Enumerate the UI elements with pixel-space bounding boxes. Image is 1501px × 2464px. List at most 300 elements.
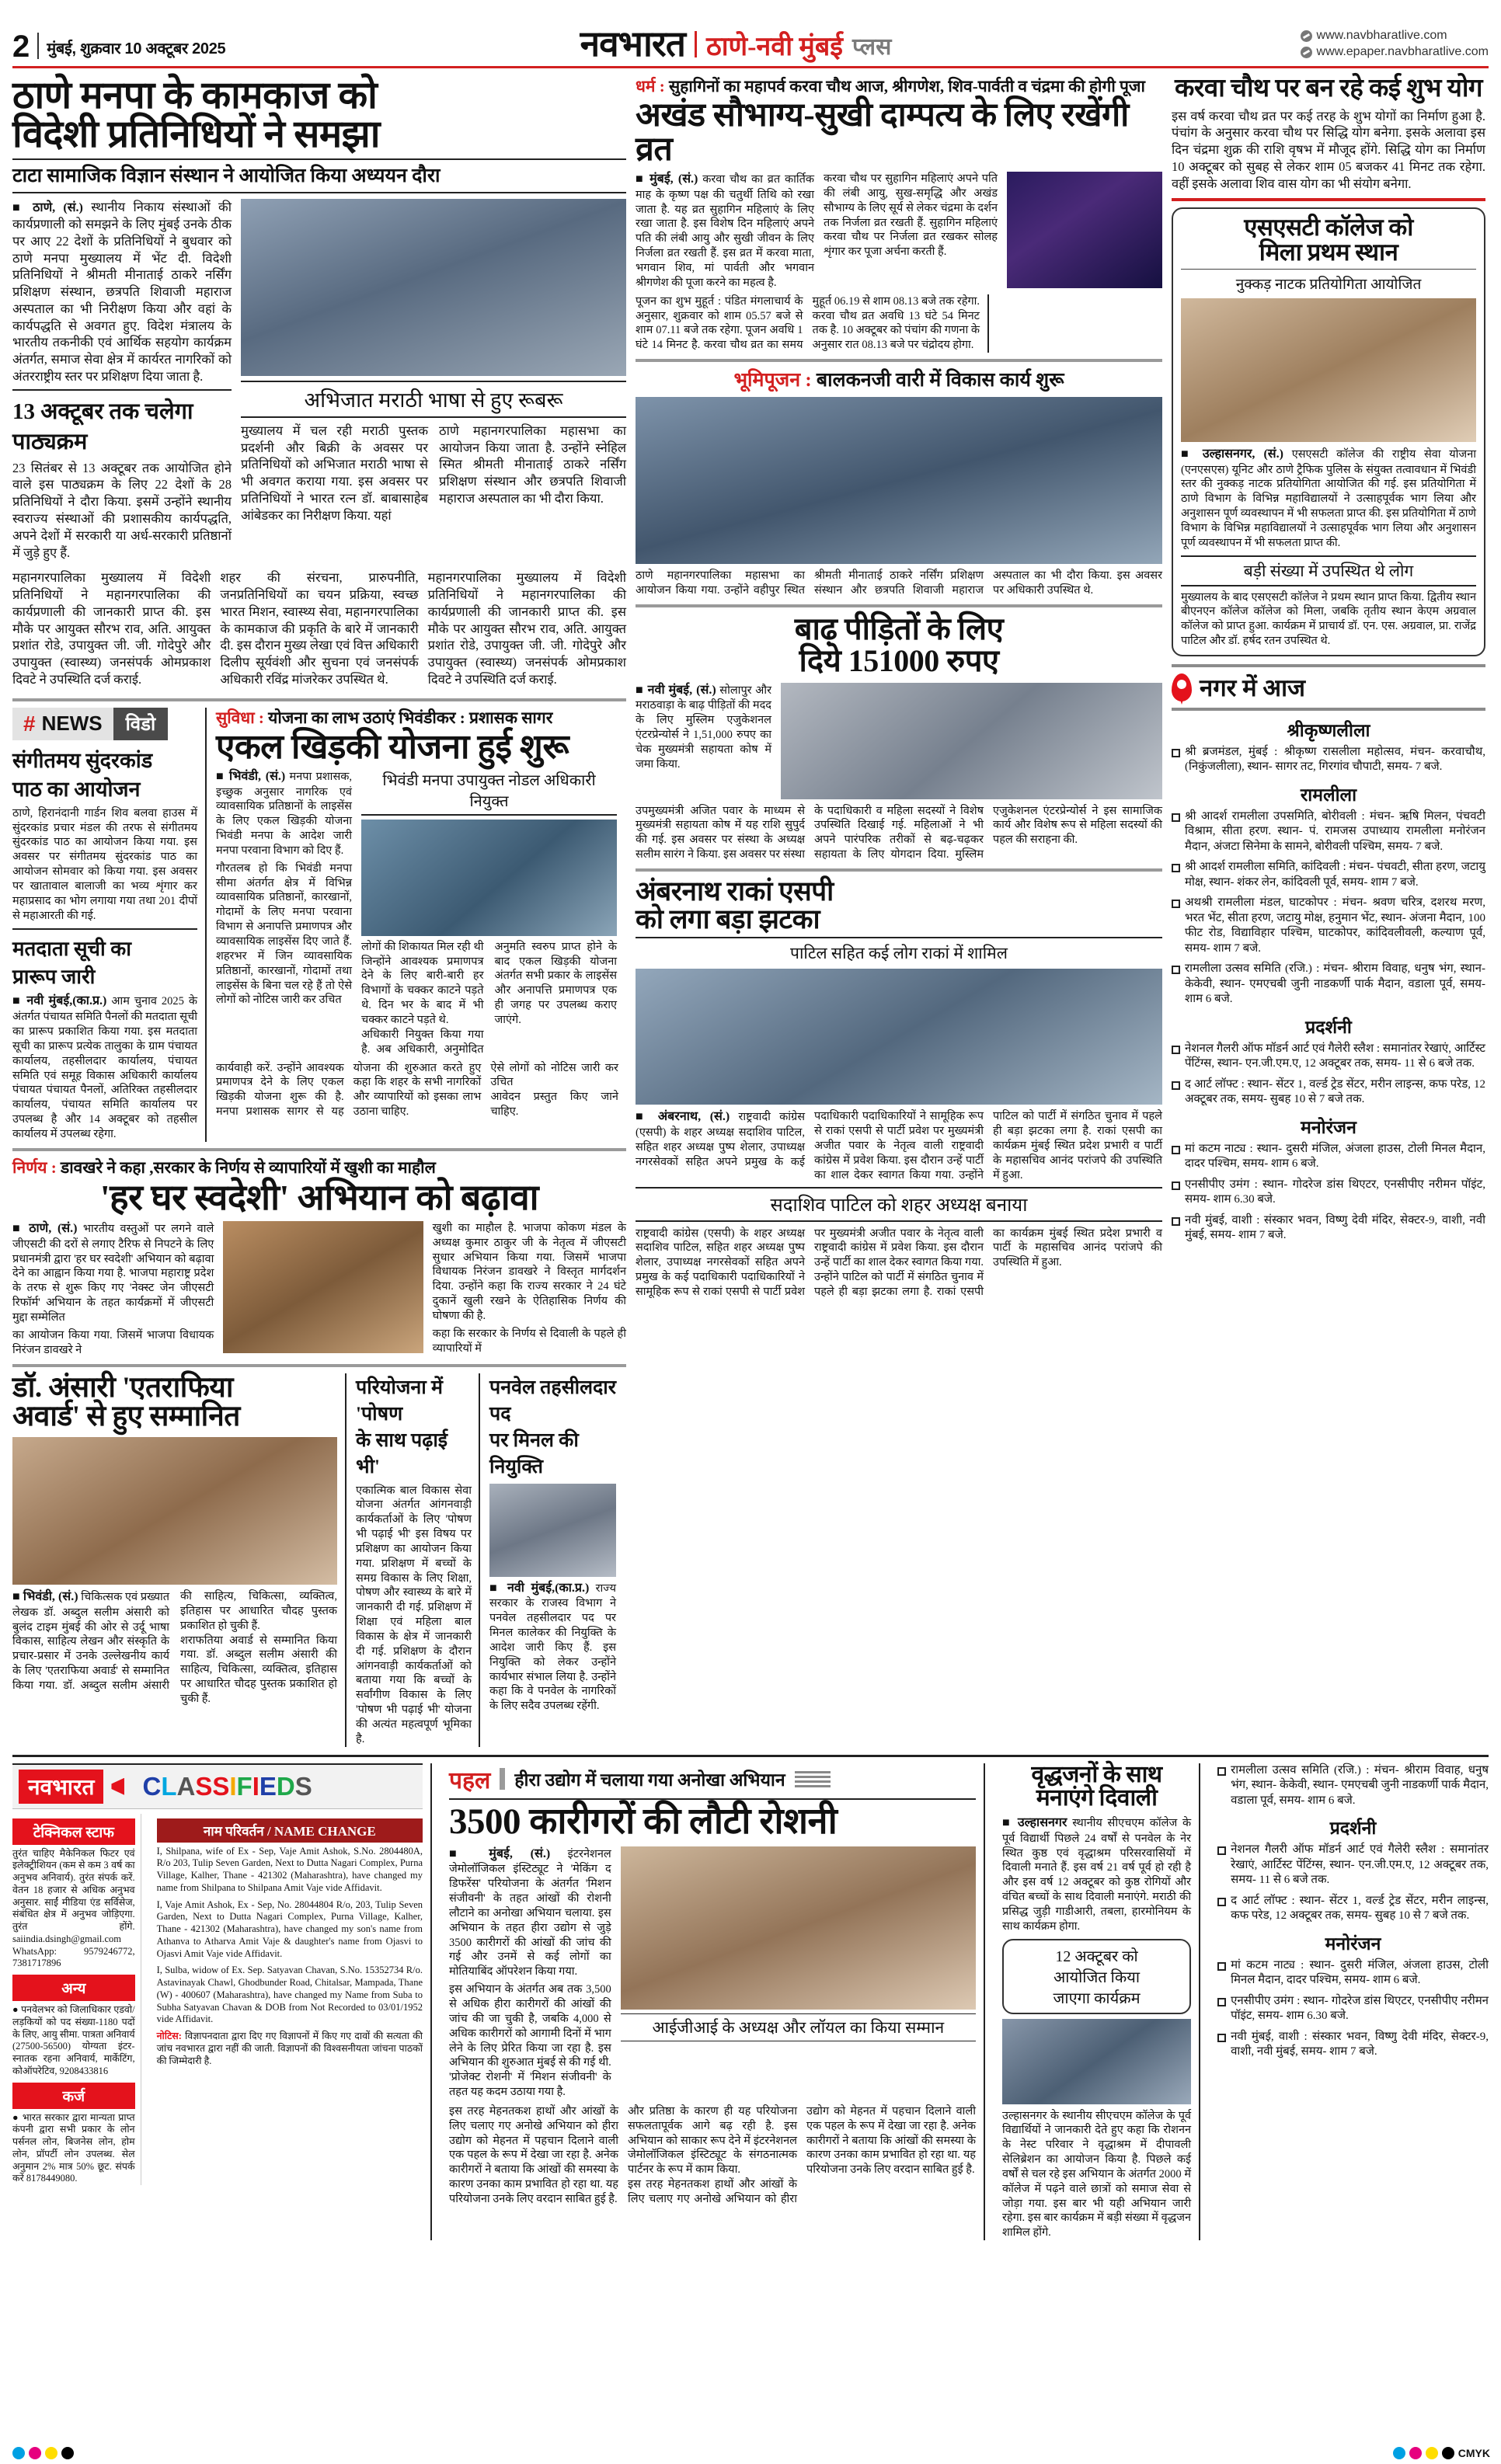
article-poshan — [356, 1373, 480, 1747]
baadh-photo — [781, 683, 1162, 799]
list-item-text: अथश्री रामलीला मंडल, घाटकोपर : मंचन- श्रवण चरित्र, दशरथ मरण, भरत भेंट, सीता हरण, जटायु मोक्ष, हनुमान भेंट, स्थान- अंजना मैदान, 100 फीट रोड, विद्याविहार पश्चिम, घाटकोपर, कांदिवलीवली, कल्याण पूर्व, समय- शाम 7 बजे. — [1185, 896, 1485, 955]
classifieds-notice-tag: नोटिस: — [156, 2031, 182, 2042]
nirnay-photo — [223, 1221, 423, 1353]
list-item-text: रामलीला उत्सव समिति (रजि.) : मंचन- श्रीराम विवाह, धनुष भंग, स्थान- केकेवी, स्थान- एमएचबी जुनी नाडकर्णी पार्क मैदान, वडाला पूर्व, समय- शाम 6 बजे. — [1185, 962, 1485, 1006]
page-number: 2 — [12, 30, 30, 64]
list-item — [1172, 860, 1485, 890]
section-divider — [636, 604, 1162, 607]
edition-suffix: प्लस — [851, 34, 892, 60]
nirnay-body2: का आयोजन किया गया. जिसमें भाजपा विधायक निरंजन डावखरे ने — [12, 1328, 214, 1356]
pehal-kicker: हीरा उद्योग में चलाया गया अनोखा अभियान — [514, 1770, 785, 1791]
color-dot-magenta — [1409, 2447, 1422, 2459]
pehal-body2: इस अभियान के अंतर्गत अब तक 3,500 से अधिक हीरा कारीगरों की आंखों की जांच की जा चुकी है, जबकि 4,000 से अधिक कारीगरों को आगामी दिनों में भाग लेने के लिए प्रेरित किया जा रहा है. इस अभियान की शुरुआत मुंबई से की गई थी. 'प्रोजेक्ट रोशनी' में 'मिशन संजीवनी' के तहत यह कदम उठाया गया है. — [449, 1983, 611, 2099]
classifieds-columns — [12, 1814, 423, 2186]
baadh-photo-block — [781, 683, 1162, 799]
dharm-col1 — [636, 172, 814, 291]
list-item-text: श्री ब्रजमंडल, मुंबई : श्रीकृष्ण रासलीला महोत्सव, मंचन- करवाचौथ, (निकुंजलीला), स्थान- सागर तट, गिरगांव चौपाटी, समय- 7 बजे. — [1185, 745, 1485, 774]
article-nirnay — [12, 1157, 626, 1358]
baadh-row — [636, 683, 1162, 799]
bottom-strip — [12, 1755, 1489, 2240]
lead-body5: ठाणे महानगरपालिका महासभा का आयोजन किया जाता है. उन्होंने स्नेहिल स्मित श्रीमती मीनाताई ठाकरे नर्सिंग प्रशिक्षण संस्थान और छत्रपति शिवाजी महाराज अस्पताल का भी दौरा किया. — [439, 423, 626, 506]
nagar-overflow — [1210, 1763, 1489, 2240]
vriddh-body1-text: स्थानीय सीएचएम कॉलेज के पूर्व विद्यार्थी पिछले 24 वर्षों से पनवेल के नेर स्थित कुष्ठ एवं वृद्धाश्रम परिसरवासियों में दिवाली मनाते हैं. इस वर्ष 21 वर्ष पूर्व हो रही है और इस वर्ष 12 अक्टूबर को कुष्ठ रोगियों और वंचित बच्चों के साथ दिवाली मनाएंगे. मराठी की प्रसिद्ध जुड़ी गाडीआरी, तबला, हारमोनियम के साथ कार्यक्रम होगा. — [1002, 1816, 1192, 1933]
pehal-body3: इस तरह मेहनतकश हाथों और आंखों के लिए चलाए गए अनोखे अभियान को हीरा उद्योग को मेहनत में पहचान दिलाने वाली एक पहल के रूप में देखा जा रहा है. अनेक कारीगरों ने बताया कि आंखों की समस्या के कारण उनका काम प्रभावित हो रहा था. यह परियोजना उनके लिए वरदान साबित हुई है. — [449, 2104, 618, 2205]
nagar-section — [1172, 717, 1485, 775]
vriddh-body1 — [1002, 1815, 1191, 1934]
square-bullet-icon — [1172, 1217, 1180, 1226]
baadh-col1 — [636, 683, 771, 799]
vriddh-headline-l1: वृद्धजनों के साथ — [1031, 1761, 1162, 1787]
baadh-body2: उपमुख्यमंत्री अजित पवार के माध्यम से मुख्यमंत्री सहायता कोष में यह राशि सुपुर्द की गई. इस अवसर पर संस्था के अध्यक्ष सलीम सारंग ने किया. इस अवसर पर संस्था के पदाधिकारी व महिला सदस्यों ने विशेष उपस्थिति दिखाई गई. महिलाओं ने भी अपने पारंपरिक तरीकों से बढ़-चढ़कर सहायता के लिए योगदान दिया. मुस्लिम एजुकेशनल एंटरप्रेन्योर्स ने इस सामाजिक कार्य और विशेष रूप से महिला सदस्यों की पहल की सराहना की. — [636, 804, 1162, 861]
dharm-body1-text: करवा चौथ का व्रत कार्तिक माह के कृष्ण पक्ष की चतुर्थी तिथि को रखा जाता है. यह व्रत सुहागिन महिलाएं के लिए रखा जाता है. इस विशेष दिन महिलाएं अपने पति की लंबी आयु और सुखी जीवन के लिए निर्जला व्रत रखती हैं. इस व्रत में करवा माता, भगवान शिव, मां पार्वती और भगवान श्रीगणेश की पूजा करने का महत्व है. — [636, 172, 815, 289]
suvidha-body3: लोगों की शिकायत मिल रही थी जिन्होंने आवश्यक प्रमाणपत्र देने के लिए बारी-बारी हर विभागों के चक्कर काटने पड़ते थे. दिन भर के बाद में भी चक्कर काटने पड़ते थे. — [361, 940, 484, 1026]
matdata-body-text: आम चुनाव 2025 के अंतर्गत पंचायत समिति पैनलों की मतदाता सूची का प्रारूप प्रकाशित किया गया. इस मतदाता सूची का प्रारूप प्रत्येक तालुका के ग्राम पंचायत कार्यालय, तहसीलदार कार्यालय, पंचायत समिति एवं समूह विकास अधिकारी कार्यालय पंचायत पंचायत पैनलों, अतिरिक्त तहसीलदार कार्यालय, पंचायत समिति कार्यालय पर उपलब्ध है और 14 अक्टूबर को तहसील कार्यालय में उपलब्ध रहेगा. — [12, 995, 197, 1140]
article-ansari — [12, 1373, 347, 1747]
baadh-headline-l2: दिये 151000 रुपए — [799, 642, 999, 678]
ansari-row — [12, 1373, 626, 1747]
news-video-headline-l1: संगीतमय सुंदरकांड — [12, 748, 153, 772]
sst-sub-body: मुख्यालय के बाद एसएसटी कॉलेज ने प्रथम स्थान प्राप्त किया. द्वितीय स्थान बीएनएन कॉलेज कॉलेज को मिला, जबकि तृतीय स्थान केएम अग्रवाल कॉलेज को प्राप्त हुआ. कार्यक्रम में प्राचार्य डॉ. एन. एस. अग्रवाल, प्रा. राजेंद्र पाटिल और डॉ. हर्षद रतन उपस्थित थे. — [1181, 590, 1476, 648]
nirnay-headline-part1: 'हर घर स्वदेशी' — [99, 1178, 289, 1218]
nagar-section-heading: मनोरंजन — [1301, 1117, 1356, 1137]
list-item-text: नवी मुंबई, वाशी : संस्कार भवन, विष्णु देवी मंदिर, सेक्टर-9, वाशी, नवी मुंबई, समय- शाम 7 बजे. — [1185, 1213, 1485, 1242]
pehal-byline: ■ मुंबई, (सं.) — [449, 1846, 551, 1860]
pehal-body1 — [449, 1846, 611, 1980]
classifieds-cat-other: अन्य — [12, 1975, 135, 2001]
square-bullet-icon — [1172, 813, 1180, 822]
list-item — [1217, 1894, 1489, 1924]
vriddh-sub-l1: 12 अक्टूबर को — [1055, 1947, 1138, 1965]
poshan-body: एकात्मिक बाल विकास सेवा योजना अंतर्गत आंगनवाड़ी कार्यकर्ताओं के लिए 'पोषण भी पढ़ाई भी' इस विषय पर प्रशिक्षण का आयोजन किया गया. प्रशिक्षण में बच्चों के समग्र विकास के लिए शिक्षा, पोषण और स्वास्थ्य के बारे में जानकारी दी गई. प्रशिक्षण में शिक्षा एवं महिला बाल विकास के क्षेत्र में जानकारी दी गई. प्रशिक्षण के दौरान आंगनवाड़ी कार्यकर्ताओं को बताया गया कि बच्चों के सर्वांगीण विकास के लिए 'पोषण भी पढ़ाई भी' योजना की अत्यंत महत्वपूर्ण भूमिका है. — [356, 1484, 472, 1745]
nirnay-body3: खुशी का माहौल है. भाजपा कोकण मंडल के अध्यक्ष कुमार ठाकुर जी के नेतृत्व में जीएसटी सुधार अभियान किया गया. जिसमें भाजपा विधायक निरंजन डावखरे ने विस्तृत मार्गदर्शन दिया. उन्होंने कहा कि राज्य सरकार ने 24 घंटे दुकानें खुली रखने के ऐतिहासिक निर्णय की घोषणा की है. — [432, 1221, 626, 1323]
pehal-row — [449, 1846, 976, 2100]
nirnay-col3 — [433, 1221, 626, 1358]
divider — [241, 416, 626, 418]
square-bullet-icon — [1217, 1846, 1226, 1855]
matdata-byline: ■ नवी मुंबई,(का.प्र.) — [12, 994, 107, 1008]
cmyk-label: CMYK — [1457, 2447, 1490, 2459]
list-item-text: श्री आदर्श रामलीला उपसमिति, बोरीवली : मंचन- ऋषि मिलन, पंचवटी विश्राम, सीता हरण. स्थान- पं. रामजस उपाध्याय रामलीला मनोरंजन मैदान, अंजटा सिनेमा के सामने, बोरीवली पश्चिम, समय- 7 बजे. — [1185, 809, 1485, 853]
list-item-text: द आर्ट लॉफ्ट : स्थान- सेंटर 1, वर्ल्ड ट्रेड सेंटर, मरीन लाइन्स, कफ परेड, 12 अक्टूबर तक, समय- सुबह 10 से 7 बजे तक. — [1185, 1077, 1485, 1106]
dharm-col2 — [824, 172, 998, 291]
nirnay-kicker-text: डावखरे ने कहा ,सरकार के निर्णय से व्यापारियों में खुशी का माहौल — [60, 1157, 436, 1177]
suvidha-col2 — [361, 769, 617, 1057]
suvidha-body5: कार्यवाही करें. उन्होंने आवश्यक प्रमाणपत्र देने के लिए एकल खिड़की योजना शुरू की है. मनपा प्रशासक सागर से यह योजना की शुरुआत करते हुए कहा कि शहर के सभी नागरिकों और व्यापारियों को इसका लाभ उठाना चाहिए. — [216, 1061, 482, 1119]
lead-body4: महानगरपालिका मुख्यालय में विदेशी प्रतिनिधियों ने महानगरपालिका की कार्यप्रणाली की जानकारी प्राप्त की. इस मौके पर आयुक्त सौरभ राव, अति. आयुक्त प्रशांत रोडे, उपायुक्त जी. जी. गोदेपुरे और उपायुक्त (स्वास्थ्य) जनसंपर्क ओमप्रकाश दिवटे ने उपस्थिति दर्ज कराई. — [12, 570, 211, 687]
lead-deck: टाटा सामाजिक विज्ञान संस्थान ने आयोजित किया अध्ययन दौरा — [12, 165, 441, 186]
classifieds-notice-text: विज्ञापनदाता द्वारा दिए गए विज्ञापनों में किए गए दावों की सत्यता की जांच नवभारत द्वारा नहीं की जाती. विज्ञापनों की विश्वसनीयता जांचना पाठकों की जिम्मेदारी है. — [156, 2031, 423, 2066]
article-lead — [12, 76, 626, 692]
pehal-tag: पहल — [449, 1767, 491, 1794]
list-item — [1172, 1213, 1485, 1244]
nirnay-headline — [12, 1180, 626, 1216]
list-item — [1217, 1994, 1489, 2024]
list-item — [1217, 1763, 1489, 1809]
baadh-headline-l1: बाढ़ पीड़ितों के लिए — [794, 611, 1004, 646]
nirnay-body4: कहा कि सरकार के निर्णय से दिवाली के पहले ही व्यापारियों में — [432, 1327, 626, 1355]
lead-photo — [241, 199, 626, 376]
suvidha-deck: भिवंडी मनपा उपायुक्त नोडल अधिकारी नियुक्त — [361, 769, 617, 816]
ansari-cols — [12, 1589, 337, 1707]
bhoomipujan-kicker-text: बालकनजी वारी में विकास कार्य शुरू — [816, 370, 1064, 392]
color-dot-cyan — [1393, 2447, 1405, 2459]
suvidha-body1-text: मनपा प्रशासक, इच्छुक अनुसार नागरिक एवं व्यावसायिक प्रतिष्ठानों के लाइसेंस के लिए एकल खिड़की योजना भिवंडी मनपा के आदेश जारी मनपा परवाना विभाग को दिए हैं. — [216, 770, 353, 857]
list-item-text: नेशनल गैलरी ऑफ मॉडर्न आर्ट एवं गैलेरी स्लैश : समानांतर रेखाएं, आर्टिस्ट पेंटिंग्स, स्थान- एन.जी.एम.ए, 12 अक्टूबर तक, समय- 11 से 6 बजे तक. — [1185, 1042, 1485, 1070]
nirnay-kicker — [12, 1157, 626, 1178]
lead-text-col1 — [12, 199, 232, 565]
masthead-left — [12, 30, 226, 64]
newspaper-logo: नवभारत — [580, 24, 685, 64]
color-dot-black — [1442, 2447, 1454, 2459]
lead-photo-caption: अभिजात मराठी भाषा से हुए रूबरू — [304, 388, 563, 412]
ambarnath-byline: ■ अंबरनाथ, (सं.) — [636, 1110, 730, 1124]
pehal-bottom-cols — [449, 2104, 976, 2207]
shubhyog-headline: करवा चौथ पर बन रहे कई शुभ योग — [1175, 75, 1482, 103]
sst-byline: ■ उल्हासनगर, (सं.) — [1181, 447, 1283, 461]
pehal-col1 — [449, 1846, 611, 2100]
classifieds-name-change-item: I, Vaje Amit Ashok, Ex - Sep, No. 28044804 R/o, 203, Tulip Seven Garden, Next to Dutta Nagari Complex, Purna Village, Kalher, Thane - 421302 (Maharashtra), have changed my son's name from Athanva to Atharva Amit Vaje & daughter's name from Ojasvi to Ojasvi Amit Vaje vide Affidavit. — [156, 1898, 423, 1959]
edition-name: ठाणे-नवी मुंबई — [705, 33, 843, 61]
classifieds-cat-name-change: नाम परिवर्तन / NAME CHANGE — [157, 1818, 423, 1843]
lead-body2: 23 सितंबर से 13 अक्टूबर तक आयोजित होने वाले इस पाठ्यक्रम के लिए 22 देशों के 28 प्रतिनिधियों ने दौरा किया. इसमें उन्होंने स्थानीय स्वराज्य संस्थाओं की प्रशासकीय कार्यपद्धति, अपने देशों में सरकारी या अर्ध-सरकारी प्रतिष्ठानों में जुड़े हुए हैं. — [12, 460, 232, 560]
list-item-text: श्री आदर्श रामलीला समिति, कांदिवली : मंचन- पंचवटी, सीता हरण, जटायु मोक्ष, स्थान- शंकर लेन, कांदिवली पूर्व, समय- शाम 7 बजे. — [1185, 861, 1485, 889]
nagar-section-heading: श्रीकृष्णलीला — [1287, 720, 1370, 740]
classifieds-logo: नवभारत — [19, 1770, 103, 1804]
sst-sub-headline: बड़ी संख्या में उपस्थित थे लोग — [1181, 555, 1476, 586]
video-badge-label: विडो — [113, 708, 169, 740]
nagar-section-heading: मनोरंजन — [1325, 1933, 1381, 1954]
baadh-body1 — [636, 683, 771, 772]
pehal-separator — [500, 1768, 505, 1790]
article-ambarnath — [636, 875, 1162, 1300]
news-badge-left — [12, 708, 113, 740]
ansari-extra: शराफतिया अवार्ड से सम्मानित किया गया. डॉ. अब्दुल सलीम अंसारी की साहित्य, चिकित्सा, व्यक्तित्व, इतिहास पर आधारित चौदह पुस्तक प्रकाशित हो चुकी हैं. — [180, 1634, 337, 1705]
article-shubh-yog — [1172, 76, 1485, 192]
classifieds-word: CLASSIFIEDS — [142, 1771, 312, 1801]
list-item — [1172, 1077, 1485, 1108]
epaper-link[interactable] — [1301, 45, 1489, 59]
suvidha-body-row — [216, 769, 618, 1057]
website-link[interactable] — [1301, 29, 1489, 43]
list-item — [1172, 745, 1485, 775]
ansari-headline-l2: अवार्ड' से हुए सम्मानित — [12, 1401, 240, 1433]
column-left — [12, 76, 626, 1747]
bhoomipujan-body: ठाणे महानगरपालिका महासभा का आयोजन किया गया. उन्होंने वहीपुर स्थित श्रीमती मीनाताई ठाकरे नर्सिंग प्रशिक्षण संस्थान और छत्रपति शिवाजी महाराज अस्पताल का भी दौरा किया. इस अवसर पर अधिकारी उपस्थित थे. — [636, 569, 1162, 597]
news-video-badge[interactable] — [12, 708, 197, 740]
nagar-section — [1172, 1014, 1485, 1108]
nagar-section-heading: प्रदर्शनी — [1329, 1818, 1377, 1839]
shubhyog-body: इस वर्ष करवा चौथ व्रत पर कई तरह के शुभ योगों का निर्माण हुआ है. पंचांग के अनुसार करवा चौथ पर सिद्धि योग बनेगा. इसके अलावा इस दिन चंद्रमा शुक्र की राशि वृषभ में मौजूद होंगे. सिद्धि योग का निर्माण 10 अक्टूबर को सुबह से लेकर शाम 05 बजकर 41 मिनट तक रहेगा. वहीं इसके अलावा शिव वास योग का भी संयोग बनेगा. — [1172, 108, 1485, 191]
nirnay-body1 — [12, 1221, 214, 1325]
masthead — [12, 11, 1489, 68]
nagar-me-aaj — [1172, 664, 1485, 1244]
square-bullet-icon — [1172, 900, 1180, 908]
panvel-byline: ■ नवी मुंबई,(का.प्र.) — [489, 1581, 590, 1595]
dateline: मुंबई, शुक्रवार 10 अक्टूबर 2025 — [47, 40, 226, 57]
news-suvidha-row — [12, 708, 626, 1142]
article-baadh — [636, 611, 1162, 862]
nagar-section-heading: प्रदर्शनी — [1305, 1017, 1352, 1037]
dharm-photo — [1007, 172, 1162, 288]
vriddh-headline-l2: मनाएंगे दिवाली — [1036, 1785, 1158, 1811]
dharm-kicker — [636, 76, 1162, 96]
article-suvidha — [216, 708, 618, 1142]
bhoomipujan-photo — [636, 397, 1162, 564]
classifieds-body-loan: ● भारत सरकार द्वारा मान्यता प्राप्त कंपनी द्वारा सभी प्रकार के लोन पर्सनल लोन, बिजनेस लोन, होम लोन, प्रॉपर्टी लोन उपलब्ध. सेल अनुमान 2% मात्र 50% छूट. संपर्क करें 8178449080. — [12, 2111, 135, 2184]
logo-separator — [695, 31, 697, 57]
hamburger-icon — [795, 1769, 831, 1790]
suvidha-col1 — [216, 769, 352, 1057]
panvel-photo — [489, 1484, 616, 1577]
nagar-me-aaj-header — [1172, 664, 1485, 711]
square-bullet-icon — [1217, 1898, 1226, 1906]
list-item-text: नेशनल गैलरी ऑफ मॉडर्न आर्ट एवं गैलेरी स्लैश : समानांतर रेखाएं, आर्टिस्ट पेंटिंग्स, स्थान- एन.जी.एम.ए, 12 अक्टूबर तक, समय- 11 से 6 बजे तक. — [1231, 1843, 1489, 1887]
dharm-body1 — [636, 172, 814, 291]
classifieds-col2 — [151, 1814, 423, 2186]
panvel-body-text: राज्य सरकार के राजस्व विभाग ने पनवेल तहसीलदार पद पर मिनल कालेकर की नियुक्ति के आदेश जारी किए हैं. इस नियुक्ति को लेकर उन्होंने कार्यभार संभाल लिया है. उन्होंने कहा कि वे पनवेल के नागरिकों के लिए सदैव उपलब्ध रहेंगी. — [489, 1582, 617, 1713]
square-bullet-icon — [1172, 1182, 1180, 1190]
square-bullet-icon — [1172, 966, 1180, 974]
vriddh-sub-l2: आयोजित किया — [1053, 1968, 1141, 1986]
lead-bottom-cols — [12, 569, 626, 691]
suvidha-body7: आवेदन प्रस्तुत किए जाने चाहिए. — [490, 1091, 618, 1119]
sst-headline-l1: एसएसटी कॉलेज को — [1244, 214, 1413, 242]
color-dot-yellow — [45, 2447, 57, 2459]
square-bullet-icon — [1172, 1046, 1180, 1054]
column-middle — [636, 76, 1162, 1747]
color-dot-magenta — [29, 2447, 41, 2459]
main-grid — [12, 76, 1489, 1747]
divider — [12, 928, 197, 930]
list-item — [1217, 1843, 1489, 1888]
vriddh-photo — [1002, 2019, 1191, 2104]
nirnay-headline-part2: अभियान को बढ़ावा — [297, 1178, 539, 1218]
list-item-text: रामलीला उत्सव समिति (रजि.) : मंचन- श्रीराम विवाह, धनुष भंग, स्थान- केकेवी, स्थान- एमएचबी जुनी नाडकर्णी पार्क मैदान, वडाला पूर्व, समय- शाम 6 बजे. — [1231, 1763, 1489, 1807]
list-item-text: एनसीपीए उमंग : स्थान- गोदरेज डांस थिएटर, एनसीपीए नरीमन पॉइंट, समय- शाम 6.30 बजे. — [1185, 1178, 1485, 1206]
pehal-body3b: इस तरह मेहनतकश हाथों और आंखों के लिए चलाए गए अनोखे अभियान को हीरा उद्योग को मेहनत में पहचान दिलाने वाली एक पहल के रूप में देखा जा रहा है. अनेक कारीगरों ने बताया कि आंखों की समस्या के कारण उनका काम प्रभावित हो रहा था. यह परियोजना उनके लिए वरदान साबित हुई है. — [628, 2104, 976, 2205]
suvidha-byline: ■ भिवंडी, (सं.) — [216, 769, 286, 783]
ambarnath-headline-l2: को लगा बड़ा झटका — [636, 903, 820, 934]
lead-body6: शहर की संरचना, प्रारुपनीति, जनप्रतिनिधियों का चयन प्रक्रिया, स्वच्छ भारत मिशन, स्वास्थ्य सेवा, महानगरपालिका के कामकाज की प्रकृति के बारे में जानकारी दी. इस दौरान मुख्य लेखा एवं वित्त अधिकारी दिलीप सूर्यवंशी और सुचना एवं जनसंपर्क अधिकारी रविंद्र मांजरेकर उपस्थित थे. — [220, 570, 419, 687]
square-bullet-icon — [1217, 1998, 1226, 2006]
pehal-body1-text: इंटरनेशनल जेमोलॉजिकल इंस्टिट्यूट ने 'मेकिंग द डिफरेंस' परियोजना के अंतर्गत 'मिशन संजीवनी' के तहत आंखों की रोशनी लौटाने का अनोखा अभियान चलाया. इस अभियान के तहत हीरा उद्योग से जुड़े 3500 कारीगरों की आंखों की जांच की गई और उनमें से कई लोगों का मोतियाबिंद ऑपरेशन किया गया. — [449, 1847, 611, 1979]
lead-photo-block — [241, 199, 626, 565]
square-bullet-icon — [1217, 1767, 1226, 1776]
list-item — [1172, 809, 1485, 855]
list-item — [1217, 2030, 1489, 2060]
classifieds-cat-technical: टेक्निकल स्टाफ — [12, 1818, 135, 1845]
color-registration-bar-right — [1393, 2447, 1490, 2459]
masthead-divider — [37, 33, 39, 59]
ambarnath-body-extra: राष्ट्रवादी कांग्रेस (एसपी) के शहर अध्यक्ष सदाशिव पाटिल, सहित शहर अध्यक्ष पुष्प शेलार, उपाध्यक्ष नगरसेवकों सहित अपने प्रमुख के कई पदाधिकारी पदाधिकारियों ने सामूहिक रूप से राकां एसपी से पार्टी प्रवेश पर मुख्यमंत्री अजीत पवार के नेतृत्व वाली राष्ट्रवादी कांग्रेस में प्रवेश किया. इस दौरान उन्हें पार्टी का शाल देकर स्वागत किया गया. उन्होंने पाटिल को पार्टी में संगठित चुनाव में पहले ही बड़ा झटका लगा है. राकां एसपी का कार्यक्रम मुंबई स्थित प्रदेश प्रभारी व पार्टी के महासचिव आनंद परांजपे की उपस्थिति में हुआ. — [636, 1227, 1162, 1298]
nagar-section — [1172, 781, 1485, 1008]
divider — [12, 192, 626, 193]
megaphone-icon — [111, 1778, 134, 1795]
sst-photo — [1181, 298, 1476, 442]
bhoomipujan-kicker-tag: भूमिपूजन : — [733, 370, 812, 392]
square-bullet-icon — [1172, 1081, 1180, 1090]
vriddh-byline: ■ उल्हासनगर — [1002, 1815, 1067, 1829]
lead-body1 — [12, 199, 232, 385]
article-bhoomipujan — [636, 368, 1162, 598]
poshan-headline-l1: परियोजना में 'पोषण — [356, 1376, 443, 1425]
dharm-bottom-row — [636, 294, 1162, 353]
dharm-body3: पूजन का शुभ मुहूर्त : पंडित मंगलाचार्य के अनुसार, शुक्रवार को शाम 05.57 बजे से शाम 07.11 बजे तक रहेगा. पूजन अवधि 1 घंटे 14 मिनट है. करवा चौथ व्रत का समय मुहूर्त 06.19 से शाम 08.13 बजे तक रहेगा. करवा चौथ व्रत अवधि 13 घंटे 54 मिनट तक है. 10 अक्टूबर को पंचांग की गणना के अनुसार रात 08.13 बजे पर चंद्रोदय होगा. — [636, 294, 980, 352]
pehal-headline: 3500 कारीगरों की लौटी रोशनी — [449, 1801, 838, 1842]
list-item — [1217, 1958, 1489, 1989]
dharm-side — [998, 294, 1158, 353]
news-video-headline-l2: पाठ का आयोजन — [12, 777, 141, 801]
matdata-body — [12, 994, 197, 1141]
dharm-photo-block — [1007, 172, 1162, 291]
dharm-kicker-text: सुहागिनों का महापर्व करवा चौथ आज, श्रीगणेश, शिव-पार्वती व चंद्रमा की होगी पूजा — [668, 77, 1145, 96]
lead-headline-line2: विदेशी प्रतिनिधियों ने समझा — [12, 112, 380, 155]
classifieds-body-other: ● पनवेलभर को जिलाधिकार एडवो/ लड़कियों को पद संख्या-1180 पदों के लिए, आयु सीमा. पात्रता अनिवार्य (27500-56500) योग्यता इंटर- स्नातक रहना अनिवार्य, मार्केटिंग, कोऑपरेटिव, 9208433816 — [12, 2004, 135, 2076]
divider — [12, 158, 626, 160]
matdata-headline-l2: प्रारूप जारी — [12, 966, 96, 989]
list-item-text: द आर्ट लॉफ्ट : स्थान- सेंटर 1, वर्ल्ड ट्रेड सेंटर, मरीन लाइन्स, कफ परेड, 12 अक्टूबर तक, समय- सुबह 10 से 7 बजे तक. — [1231, 1894, 1489, 1923]
panvel-body — [489, 1581, 616, 1714]
color-dot-black — [61, 2447, 74, 2459]
color-registration-bar-left — [12, 2447, 74, 2459]
section-divider — [636, 359, 1162, 362]
vriddh-sub-box — [1002, 1939, 1191, 2014]
ansari-body-text: चिकित्सक एवं प्रख्यात लेखक डॉ. अब्दुल सलीम अंसारी को बुलंद टाइम मुंबई की ओर से उर्दू भाषा विकास, साहित्य लेखन और संस्कृति के प्रचार-प्रसार में उनके उल्लेखनीय कार्य के लिए 'एतराफिया अवार्ड' से सम्मानित किया गया. डॉ. अब्दुल सलीम अंसारी की साहित्य, चिकित्सा, व्यक्तित्व, इतिहास पर आधारित चौदह पुस्तक प्रकाशित हो चुकी हैं. — [12, 1589, 337, 1692]
list-item — [1172, 896, 1485, 956]
lead-body1-text: स्थानीय निकाय संस्थाओं की कार्यप्रणाली को समझने के लिए मुंबई उनके ठीक पर आए 22 देशों के प्रतिनिधियों ने बुधवार को ठाणे मनपा मुख्यालय में भेंट दी. विदेशी प्रतिनिधियों ने श्रीमती मीनाताई ठाकरे नर्सिंग प्रशिक्षण संस्थान, छत्रपति शिवाजी महाराज अस्पताल का भी निरीक्षण किया और वहां के कार्यपद्धति से अवगत हुए. विदेश मंत्रालय के भारतीय तकनीकी एवं आर्थिक सहयोग कार्यक्रम अंतर्गत, समाज सेवा क्षेत्र में कार्यरत नागरिकों को अंतरराष्ट्रीय स्तर पर प्रशिक्षण दिया जाता है. — [12, 199, 232, 384]
lead-byline: ■ ठाणे, (सं.) — [12, 200, 83, 214]
suvidha-photo — [361, 820, 617, 936]
news-badge-label: NEWS — [41, 712, 103, 736]
ansari-headline-l1: डॉ. अंसारी 'एतराफिया — [12, 1371, 233, 1404]
nirnay-row — [12, 1221, 626, 1358]
divider — [636, 937, 1162, 938]
classifieds-header — [12, 1763, 423, 1809]
list-item-text: मां कटम नाट्य : स्थान- दुसरी मंजिल, अंजला हाउस, टोली मिनल मैदान, दादर पश्चिम, समय- शाम 6 बजे. — [1231, 1958, 1489, 1987]
nagar-section-heading: रामलीला — [1300, 785, 1357, 805]
nirnay-col1 — [12, 1221, 214, 1358]
nagar-section — [1172, 1114, 1485, 1244]
sst-body-text: एसएसटी कॉलेज की राष्ट्रीय सेवा योजना (एनएसएस) यूनिट और ठाणे ट्रैफिक पुलिस के संयुक्त तत्वावधान में भिवंडी स्तर की नुक्कड़ नाटक प्रतियोगिता आयोजित की गई. इस प्रतियोगिता में ठाणे विभाग के विभिन्न महाविद्यालयों ने उत्साहपूर्वक भाग लिया और अनुशासन पूर्ण व्यवस्थापन में भी सफलता प्राप्त की. इस प्रतियोगिता में ठाणे विभाग के विभिन्न महाविद्यालयों ने उत्साहपूर्वक भाग लिया और अनुशासन पूर्ण व्यवस्थापन में भी सफलता प्राप्त की. — [1181, 447, 1476, 549]
list-item-text: एनसीपीए उमंग : स्थान- गोदरेज डांस थिएटर, एनसीपीए नरीमन पॉइंट, समय- शाम 6.30 बजे. — [1231, 1994, 1489, 2023]
location-pin-icon — [1172, 673, 1192, 701]
lead-photo-caption-body — [241, 423, 626, 524]
suvidha-body4: अधिकारी नियुक्त किया गया है. अब अधिकारी, अनुमोदित अनुमति स्वरुप प्राप्त होने के बाद एकल खिड़की योजना अंतर्गत सभी प्रकार के लाइसेंस और अनापत्ति प्रमाणपत्र एक ही जगह पर उपलब्ध कराए जाएंगे. — [361, 940, 617, 1056]
ambarnath-deck: पाटिल सहित कई लोग राकां में शामिल — [790, 944, 1008, 963]
article-panvel — [489, 1373, 616, 1747]
suvidha-body1 — [216, 769, 352, 858]
classifieds-body-technical: तुरंत चाहिए मैकेनिकल फिटर एवं इलेक्ट्रीशियन (कम से कम 3 वर्ष का अनुभव अनिवार्य). तुरंत संपर्क करें. वेतन 18 हजार से अधिक अनुभव अनुसार. साईं मीडिया एंड सर्विसेज, संबंधित क्षेत्र में अनुभव जोड़िएगा. तुरंत होंगे. saiindia.dsingh@gmail.com WhatsApp: 9579246772, 7381717896 — [12, 1847, 135, 1969]
ambarnath-body — [636, 1109, 1162, 1182]
sst-body — [1181, 447, 1476, 551]
lead-sub-headline: 13 अक्टूबर तक चलेगा पाठ्यक्रम — [12, 389, 232, 456]
classifieds-name-change-item: I, Sulba, widow of Ex. Sep. Satyavan Chavan, S.No. 15352734 R/o. Astavinayak Chawl, Ghodbunder Road, Chitalsar, Mampada, Thane (W) - 400607 (Maharashtra), have changed my Name from Suba to Subha Satyavan Chavan & DOB from Not Recorded to 03/01/1952 vide Affidavit. — [156, 1965, 423, 2025]
classifieds-notice — [157, 2031, 423, 2067]
pehal-photo-block — [621, 1846, 976, 2100]
dharm-row — [636, 172, 1162, 291]
article-news-video — [12, 708, 207, 1142]
pehal-body4: और प्रतिष्ठा के कारण ही यह परियोजना सफलतापूर्वक आगे बढ़ रही है. इस अभियान को साकार रूप देने में इंटरनेशनल जेमोलॉजिकल इंस्टिट्यूट के संगठनात्मक पार्टनर के रूप में काम किया. — [628, 2104, 797, 2177]
panvel-headline-l2: पर मिनल की नियुक्ति — [489, 1429, 579, 1477]
section-divider — [12, 1148, 626, 1151]
lead-top-row — [12, 199, 626, 565]
dharm-byline: ■ मुंबई, (सं.) — [636, 172, 698, 186]
suvidha-body2: गौरतलब हो कि भिवंडी मनपा सीमा अंतर्गत क्षेत्र में विभिन्न व्यावसायिक प्रतिष्ठानों, कारखानों, गोदामों के लिए मनपा परवाना विभाग से अनापत्ति प्रमाणपत्र और व्यावसायिक लाइसेंस दिए जाते हैं. शहरभर में जिन व्यावसायिक प्रतिष्ठानों, कारखानों, गोदामों तथा लाइसेंस के बिना चल रहे हैं तो ऐसे लोगों को नोटिस जारी कर उचित — [216, 861, 352, 1007]
vriddh-body2: उल्हासनगर के स्थानीय सीएचएम कॉलेज के पूर्व विद्यार्थियों ने जानकारी देते हुए कहा कि रोशनन के नेस्ट परिवार ने वृद्धाश्रम में दीपावली सेलिब्रेशन का आयोजन किया है. पिछले कई वर्षों से चल रहे इस अभियान के अंतर्गत 2000 में कॉलेज में पढ़ने वाले छात्रों को समाज सेवा से जोड़ा गया. इस बार भी यही अभियान जारी रहेगा. इस बार कार्यक्रम में बड़ी संख्या में वृद्धजन शामिल होंगे. — [1002, 2109, 1192, 2240]
section-divider — [12, 698, 626, 701]
matdata-headline-l1: मतदाता सूची का — [12, 938, 131, 961]
list-item — [1172, 1178, 1485, 1208]
ansari-byline: ■ भिवंडी, (सं.) — [12, 1589, 78, 1603]
suvidha-kicker — [216, 708, 618, 728]
square-bullet-icon — [1217, 2034, 1226, 2042]
lead-body4b: महानगरपालिका मुख्यालय में विदेशी प्रतिनिधियों ने महानगरपालिका की कार्यप्रणाली की जानकारी प्राप्त की. इस मौके पर आयुक्त सौरभ राव, अति. आयुक्त प्रशांत रोडे, उपायुक्त जी. जी. गोदेपुरे और उपायुक्त (स्वास्थ्य) जनसंपर्क ओमप्रकाश दिवटे ने उपस्थिति दर्ज कराई. — [427, 570, 626, 687]
globe-icon — [1301, 47, 1312, 58]
globe-icon — [1301, 30, 1312, 42]
suvidha-body6: ऐसे लोगों को नोटिस जारी कर उचित — [490, 1061, 618, 1089]
suvidha-kicker-text: योजना का लाभ उठाएं भिवंडीकर : प्रशासक सागर — [268, 708, 553, 727]
nagar-me-aaj-title: नगर में आज — [1200, 673, 1306, 701]
suvidha-kicker-tag: सुविधा : — [216, 708, 264, 727]
nirnay-body1-text: भारतीय वस्तुओं पर लगने वाले जीएसटी की दरों से लगाए टैरिफ से निपटने के लिए प्रधानमंत्री द्वारा 'हर घर स्वदेशी' अभियान को बढ़ावा देने का आह्वान किया गया है. भाजपा महाराष्ट्र प्रदेश के तरफ से शुरू किए गए 'नेक्स्ट जेन जीएसटी रिफॉर्म' अभियान के तहत कार्यक्रमों में जीएसटी मुद्दा सम्मेलित — [12, 1222, 214, 1324]
lead-headline-line1: ठाणे मनपा के कामकाज को — [12, 74, 378, 117]
nirnay-kicker-tag: निर्णय : — [12, 1157, 57, 1177]
masthead-links — [1301, 29, 1489, 61]
ansari-photo — [12, 1437, 337, 1585]
lead-body3: मुख्यालय में चल रही मराठी पुस्तक प्रदर्शनी और बिक्री के अवसर पर प्रतिनिधियों को अभिजात मराठी भाषा से भी अवगत कराया गया. इस अवसर पर प्रतिनिधियों ने भारत रत्न डॉ. बाबासाहेब आंबेडकर का निरीक्षण किया. यहां — [241, 423, 428, 523]
dharm-body2: करवा चौथ पर सुहागिन महिलाएं अपने पति की लंबी आयु, सुख-समृद्धि और अखंड सौभाग्य के लिए सूर्य से लेकर चंद्रमा के दर्शन तक निर्जला व्रत रखती हैं. सुहागिन महिलाएं करवा चौथ पर निर्जला व्रत रखकर सोलह शृंगार कर पूजा अर्चना करती हैं. — [824, 172, 998, 259]
color-dot-yellow — [1426, 2447, 1438, 2459]
nirnay-photo-block — [223, 1221, 423, 1358]
list-item — [1172, 1042, 1485, 1072]
suvidha-sub-cols — [361, 940, 617, 1057]
article-vriddh — [994, 1763, 1200, 2240]
list-item — [1172, 1142, 1485, 1172]
color-dot-cyan — [12, 2447, 25, 2459]
article-pehal — [441, 1763, 985, 2240]
square-bullet-icon — [1172, 1146, 1180, 1154]
baadh-body1-text: सोलापुर और मराठवाड़ा के बाढ़ पीड़ितों की मदद के लिए मुस्लिम एजुकेशनल एंटरप्रेन्योर्स ने 1,51,000 रुपए का चेक मुख्यमंत्री सहायता कोष में जमा किया. — [636, 684, 772, 771]
ambarnath-headline-l1: अंबरनाथ राकां एसपी — [636, 875, 834, 907]
article-dharm — [636, 76, 1162, 353]
list-item-text: मां कटम नाट्य : स्थान- दुसरी मंजिल, अंजला हाउस, टोली मिनल मैदान, दादर पश्चिम, समय- शाम 6 बजे. — [1185, 1142, 1485, 1171]
ambarnath-sub-headline: सदाशिव पाटिल को शहर अध्यक्ष बनाया — [636, 1187, 1162, 1222]
baadh-byline: ■ नवी मुंबई, (सं.) — [636, 683, 716, 697]
list-item — [1172, 962, 1485, 1008]
panvel-headline-l1: पनवेल तहसीलदार पद — [489, 1376, 617, 1425]
red-divider — [1172, 198, 1485, 201]
pehal-photo — [621, 1846, 976, 2010]
bhoomipujan-kicker — [636, 368, 1162, 392]
classifieds-name-change-item: I, Shilpana, wife of Ex - Sep, Vaje Amit Ashok, S.No. 2804480A, R/o 203, Tulip Seven Garden, Next to Dutta Nagari Complex, Purna Village, Kalher, Thane - 421302 (Maharashtra), have changed my name from Shilpana to Shilpana Amit Vaje vide Affidavit. — [156, 1845, 423, 1893]
square-bullet-icon — [1172, 864, 1180, 872]
column-right — [1172, 76, 1485, 1747]
ambarnath-body-text: राष्ट्रवादी कांग्रेस (एसपी) के शहर अध्यक्ष सदाशिव पाटिल, सहित शहर अध्यक्ष पुष्प शेलार, उपाध्यक्ष नगरसेवकों सहित अपने प्रमुख के कई पदाधिकारी पदाधिकारियों ने सामूहिक रूप से राकां एसपी से पार्टी प्रवेश पर मुख्यमंत्री अजीत पवार के नेतृत्व वाली राष्ट्रवादी कांग्रेस में प्रवेश किया. इस दौरान उन्हें पार्टी का शाल देकर स्वागत किया गया. उन्होंने पाटिल को पार्टी में संगठित चुनाव में पहले ही बड़ा झटका लगा है. राकां एसपी का कार्यक्रम मुंबई स्थित प्रदेश प्रभारी व पार्टी के महासचिव आनंद परांजपे की उपस्थिति में हुआ. — [636, 1110, 1162, 1182]
suvidha-headline: एकल खिड़की योजना हुई शुरू — [216, 727, 569, 766]
ambarnath-photo — [636, 969, 1162, 1105]
poshan-headline-l2: के साथ पढ़ाई भी' — [356, 1429, 448, 1477]
nirnay-byline: ■ ठाणे, (सं.) — [12, 1221, 78, 1235]
sst-headline-l2: मिला प्रथम स्थान — [1259, 238, 1398, 266]
square-bullet-icon — [1172, 749, 1180, 757]
dharm-kicker-tag: धर्म : — [636, 77, 665, 96]
classifieds-col1 — [12, 1814, 141, 2186]
dharm-headline: अखंड सौभाग्य-सुखी दाम्पत्य के लिए रखेंगी व्रत — [636, 97, 1129, 169]
suvidha-bottom-cols — [216, 1061, 618, 1119]
divider — [241, 381, 626, 382]
section-divider — [636, 868, 1162, 872]
sst-deck: नुक्कड़ नाटक प्रतियोगिता आयोजित — [1235, 276, 1422, 293]
